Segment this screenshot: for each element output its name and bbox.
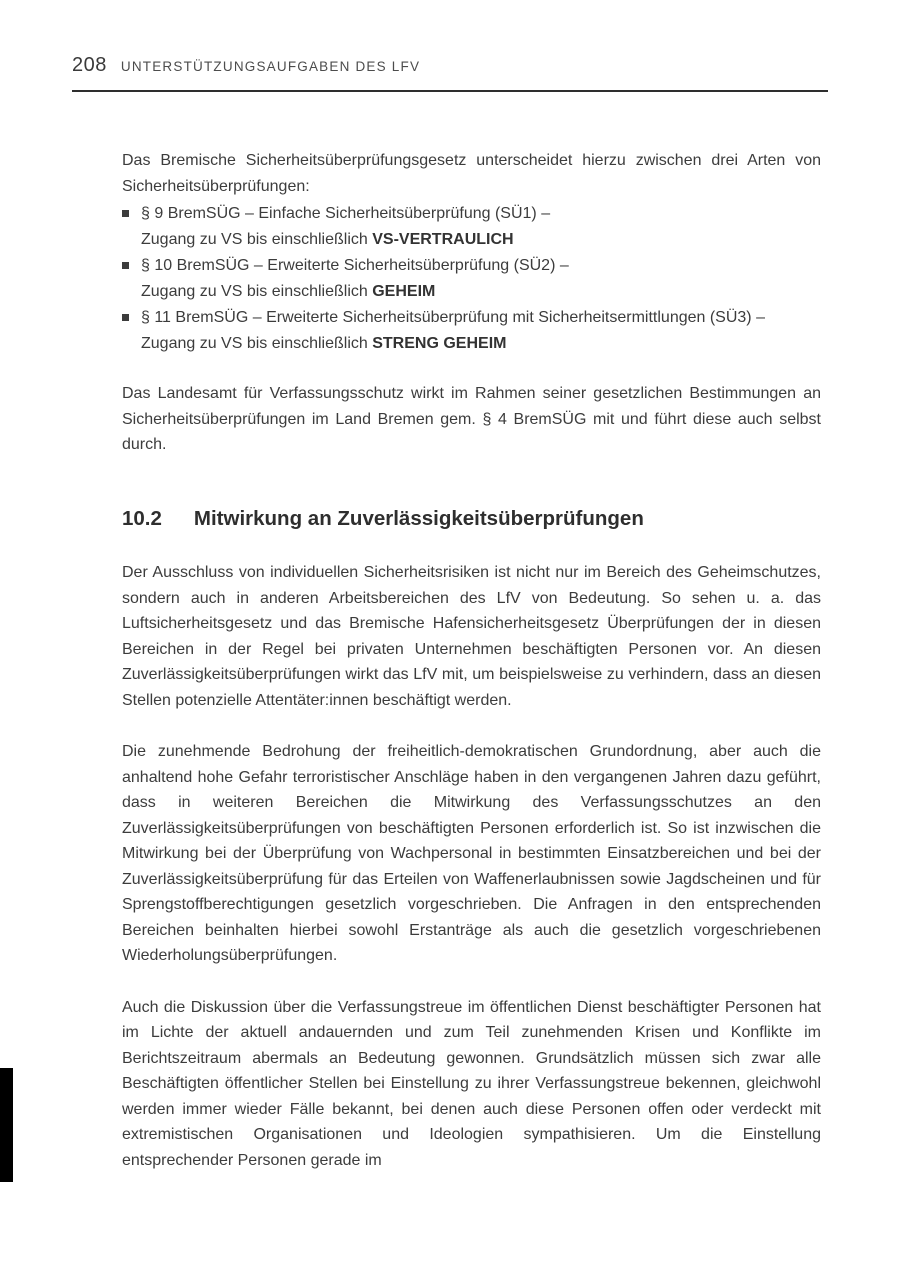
page-header	[72, 54, 828, 92]
paragraph-section-2: Die zunehmende Bedrohung der freiheitlich-demokratischen Grundordnung, aber auch die anhaltend hohe Gefahr terroristischer Anschläge haben in den vergangenen Jahren dazu geführt, dass in weiteren Bereichen die Mitwirkung des Verfassungsschutzes an den Zuverlässigkeitsüberprüfungen von beschäftigten Personen erforderlich ist. So ist inzwischen die Mitwirkung bei der Überprüfung von Wachpersonal in bestimmten Einsatzbereichen und bei der Zuverlässigkeitsüberprüfung für das Erteilen von Waffenerlaubnissen sowie Jagdscheinen und für Sprengstoffberechtigungen gesetzlich vorgeschrieben. Die Anfragen in den entsprechenden Bereichen beinhalten hierbei sowohl Erstanträge als auch die gesetzlich vorgeschriebenen Wiederholungsüberprüfungen.	[122, 743, 821, 965]
page-edge-tab	[0, 1068, 13, 1182]
paragraph-after-list: Das Landesamt für Verfassungsschutz wirkt im Rahmen seiner gesetzlichen Bestimmungen an Sicherheitsüberprüfungen im Land Bremen gem. § 4 BremSÜG mit und führt diese auch selbst durch.	[122, 385, 821, 453]
section-heading	[122, 506, 821, 533]
paragraph-section-1: Der Ausschluss von individuellen Sicherheitsrisiken ist nicht nur im Bereich des Geheimschutzes, sondern auch in anderen Arbeitsbereichen des LfV von Bedeutung. So sehen u. a. das Luftsicherheitsgesetz und das Bremische Hafensicherheitsgesetz Überprüfungen der in diesen Bereichen in der Regel bei privaten Unternehmen beschäftigten Personen vor. An diesen Zuverlässigkeitsüberprüfungen wirkt das LfV mit, um beispielsweise zu verhindern, dass an diesen Stellen potenzielle Attentäter:innen beschäftigt werden.	[122, 564, 821, 709]
list-item-line1: § 10 BremSÜG – Erweiterte Sicherheitsüberprüfung (SÜ2) –	[141, 257, 569, 274]
classification-level: STRENG GEHEIM	[372, 335, 507, 352]
list-item-line2: Zugang zu VS bis einschließlich	[141, 231, 373, 248]
square-bullet-icon	[122, 210, 129, 217]
classification-level: VS-VERTRAULICH	[372, 231, 514, 248]
list-item-line1: § 9 BremSÜG – Einfache Sicherheitsüberprüfung (SÜ1) –	[141, 205, 551, 222]
list-item-line2: Zugang zu VS bis einschließlich	[141, 335, 373, 352]
list-item-line1: § 11 BremSÜG – Erweiterte Sicherheitsüberprüfung mit Sicherheitsermittlungen (SÜ3) –	[141, 309, 765, 326]
list-item-line2: Zugang zu VS bis einschließlich	[141, 283, 373, 300]
list-item	[122, 305, 821, 357]
list-item-text	[141, 257, 569, 300]
paragraph-section-3: Auch die Diskussion über die Verfassungstreue im öffentlichen Dienst beschäftigter Personen hat im Lichte der aktuell andauernden und zum Teil zunehmenden Krisen und Konflikte im Berichtszeitraum abermals an Bedeutung gewonnen. Grundsätzlich müssen sich zwar alle Beschäftigten öffentlicher Stellen bei Einstellung zu ihrer Verfassungstreue bekennen, gleichwohl werden immer wieder Fälle bekannt, bei denen auch diese Personen offen oder verdeckt mit extremistischen Organisationen und Ideologien sympathisieren. Um die Einstellung entsprechender Personen gerade im	[122, 998, 821, 1169]
section-title: Mitwirkung an Zuverlässigkeitsüberprüfungen	[193, 506, 644, 530]
page-number: 208	[72, 54, 107, 76]
page-content	[122, 148, 821, 1199]
running-head: UNTERSTÜTZUNGSAUFGABEN DES LFV	[120, 59, 421, 74]
section-number: 10.2	[122, 506, 162, 530]
security-check-list	[122, 201, 821, 357]
list-item-text	[141, 309, 765, 352]
square-bullet-icon	[122, 262, 129, 269]
list-item-text	[141, 205, 550, 248]
list-item	[122, 201, 821, 253]
paragraph-intro: Das Bremische Sicherheitsüberprüfungsgesetz unterscheidet hierzu zwischen drei Arten von Sicherheitsüberprüfungen:	[122, 152, 821, 195]
classification-level: GEHEIM	[372, 283, 436, 300]
list-item	[122, 253, 821, 305]
square-bullet-icon	[122, 314, 129, 321]
